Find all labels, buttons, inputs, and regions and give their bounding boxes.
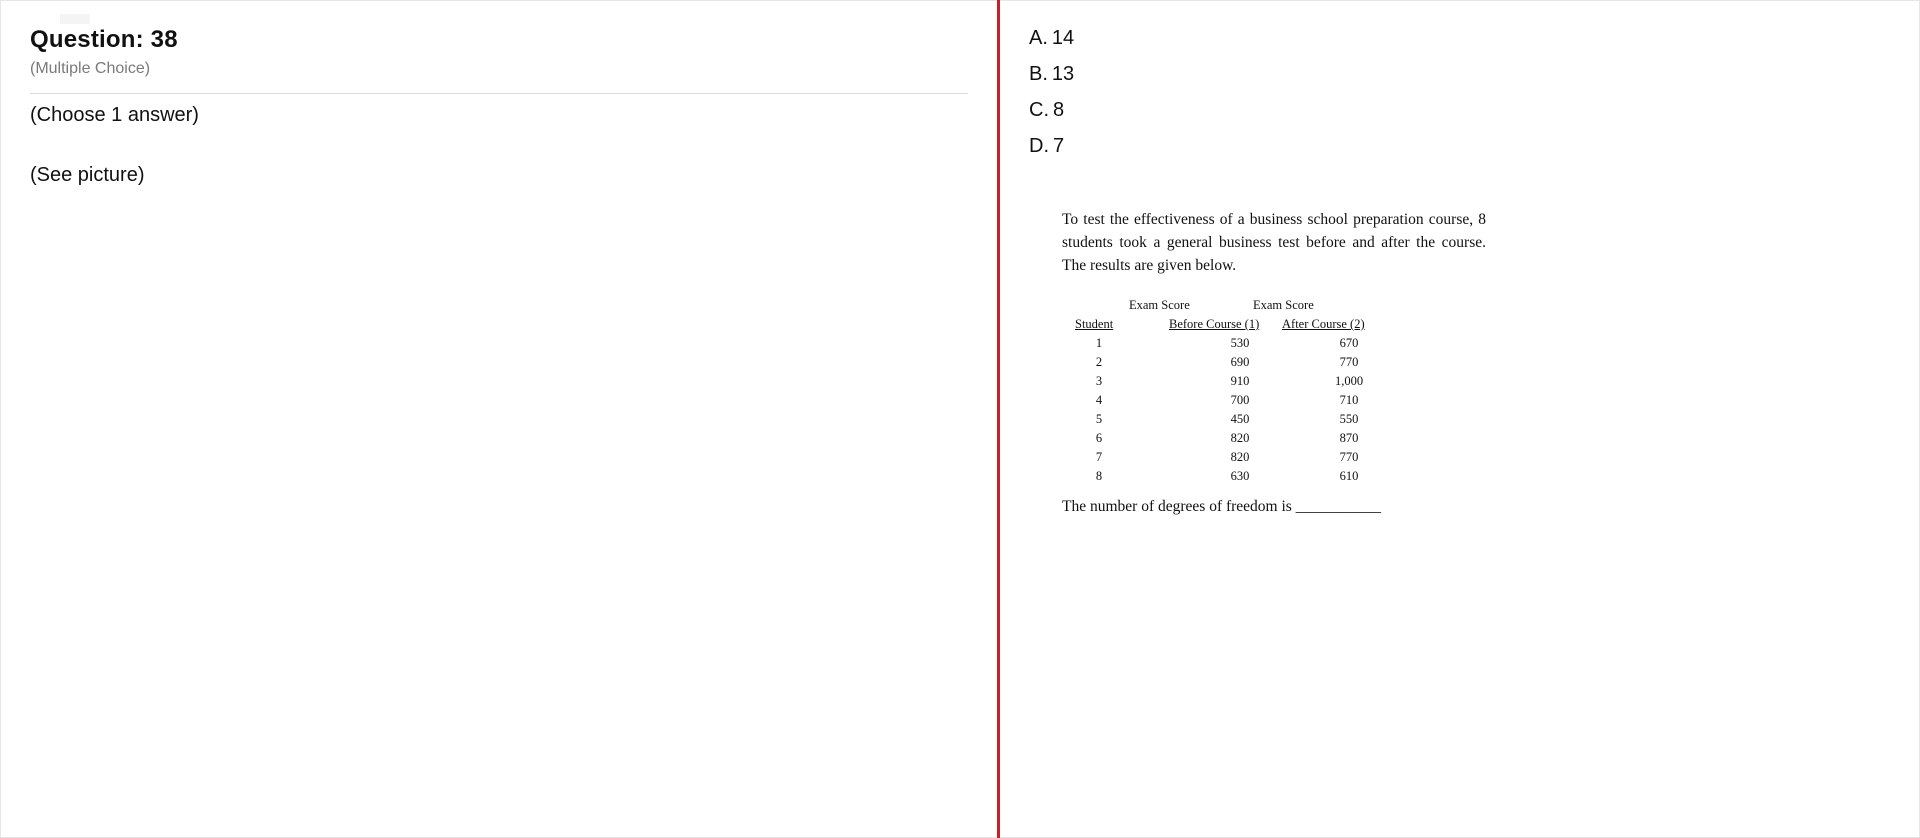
student-cell: 6 — [1095, 431, 1103, 445]
before-score-cell: 820 — [1230, 431, 1250, 445]
student-cell: 4 — [1095, 393, 1103, 407]
header-exam-score-1: Exam Score — [1129, 298, 1190, 312]
student-cell: 2 — [1095, 355, 1103, 369]
see-picture-text: (See picture) — [30, 164, 145, 186]
option-value: 14 — [1051, 27, 1075, 49]
after-score-cell: 770 — [1339, 450, 1359, 464]
faint-logo-mark — [60, 14, 90, 24]
before-score-cell: 910 — [1230, 374, 1250, 388]
answer-panel — [1000, 0, 1920, 838]
header-student: Student — [1075, 317, 1114, 331]
option-value: 13 — [1051, 63, 1075, 85]
before-score-cell: 690 — [1230, 355, 1250, 369]
before-score-cell: 530 — [1230, 336, 1250, 350]
option-letter: B. — [1029, 63, 1048, 85]
after-score-cell: 550 — [1339, 412, 1359, 426]
student-cell: 5 — [1095, 412, 1103, 426]
student-cell: 3 — [1095, 374, 1103, 388]
after-score-cell: 770 — [1339, 355, 1359, 369]
option-b[interactable] — [1029, 63, 1074, 86]
picture-paragraph: To test the effectiveness of a business school preparation course, 8 students took a general business test before and after the course. The results are given below. — [1062, 211, 1486, 274]
option-letter: D. — [1029, 135, 1049, 157]
option-letter: C. — [1029, 99, 1049, 121]
after-score-cell: 610 — [1339, 469, 1359, 483]
header-before-course: Before Course (1) — [1169, 317, 1260, 331]
before-score-cell: 820 — [1230, 450, 1250, 464]
question-type: (Multiple Choice) — [30, 60, 151, 77]
student-cell: 1 — [1095, 336, 1103, 350]
header-exam-score-2: Exam Score — [1253, 298, 1314, 312]
header-after-course: After Course (2) — [1282, 317, 1365, 331]
before-score-cell: 630 — [1230, 469, 1250, 483]
after-score-cell: 670 — [1339, 336, 1359, 350]
option-c[interactable] — [1029, 99, 1064, 122]
after-score-cell: 870 — [1339, 431, 1359, 445]
after-score-cell: 1,000 — [1334, 374, 1364, 388]
picture-prompt: The number of degrees of freedom is ___________ — [1062, 498, 1381, 515]
before-score-cell: 450 — [1230, 412, 1250, 426]
divider — [30, 93, 968, 94]
question-title: Question: 38 — [30, 26, 178, 53]
option-letter: A. — [1029, 27, 1048, 49]
student-cell: 8 — [1095, 469, 1103, 483]
option-value: 8 — [1053, 99, 1065, 121]
student-cell: 7 — [1095, 450, 1103, 464]
question-picture — [1062, 208, 1488, 524]
option-a[interactable] — [1029, 27, 1074, 50]
option-value: 7 — [1053, 135, 1065, 157]
option-d[interactable] — [1029, 135, 1064, 158]
question-instruction: (Choose 1 answer) — [30, 104, 199, 126]
after-score-cell: 710 — [1339, 393, 1359, 407]
before-score-cell: 700 — [1230, 393, 1250, 407]
